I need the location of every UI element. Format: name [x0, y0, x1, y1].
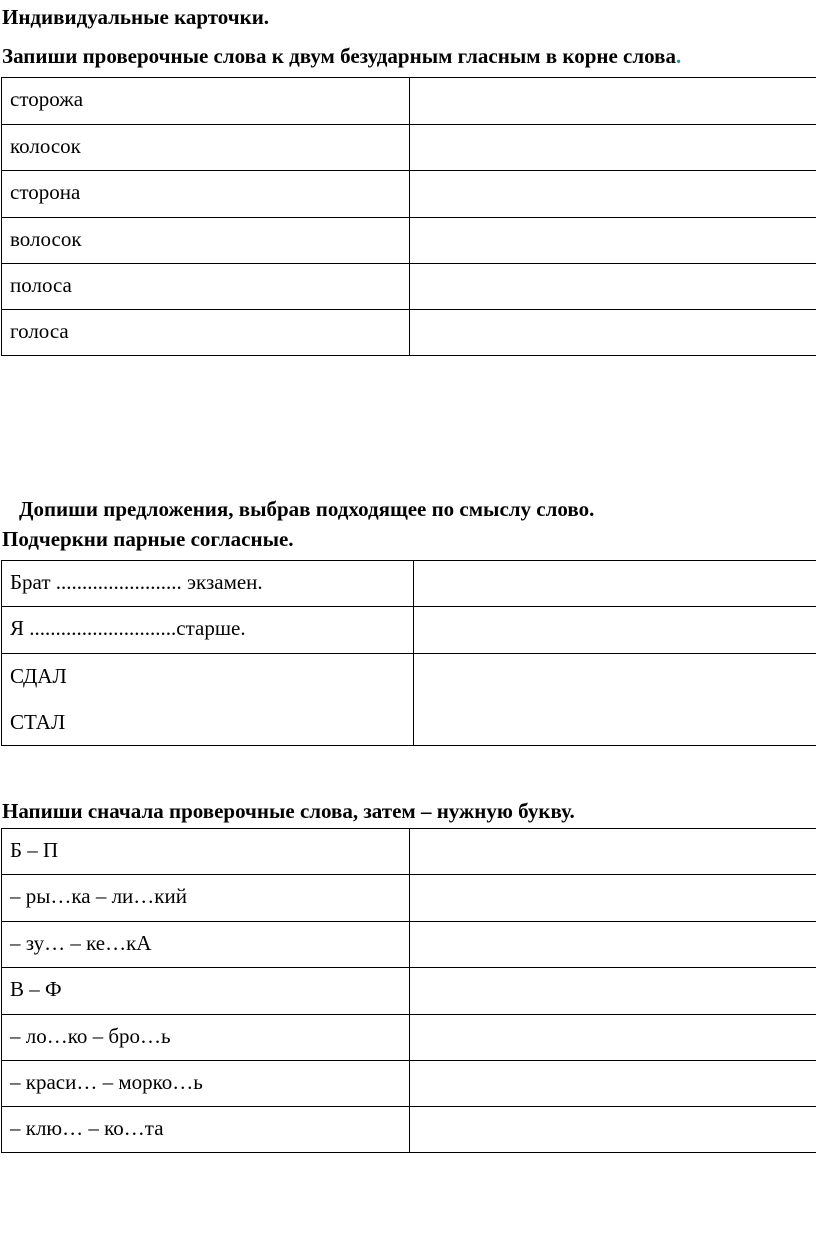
option-sdal: СДАЛ: [10, 664, 67, 688]
word-text: – ло…ко – бро…ь: [10, 1024, 171, 1048]
answer-cell[interactable]: [410, 171, 816, 218]
word-cell: [2, 875, 410, 922]
page-title: Индивидуальные карточки.: [2, 5, 270, 29]
word-cell: [2, 171, 410, 218]
word-cell: [2, 1061, 410, 1107]
task1-instruction-text: Запиши проверочные слова к двум безударным гласным в корне слова: [2, 44, 676, 68]
task2-instruction-line1: Допиши предложения, выбрав подходящее по смыслу слово.: [19, 497, 595, 521]
word-cell: [2, 310, 410, 356]
answer-cell[interactable]: [410, 1015, 816, 1061]
answer-cell[interactable]: [410, 922, 816, 968]
pair-cell: [2, 968, 410, 1015]
sentence-text: Брат ........................ экзамен.: [10, 570, 263, 594]
table-row: [2, 1061, 816, 1107]
sentence-cell: [2, 607, 414, 654]
pair-text: Б – П: [10, 838, 59, 862]
table-row: [2, 922, 816, 968]
task3-table: [1, 828, 816, 1153]
word-cell: [2, 78, 410, 125]
answer-cell[interactable]: [410, 875, 816, 922]
answer-cell[interactable]: [410, 264, 816, 310]
word-text: полоса: [10, 273, 72, 297]
table-row: [2, 310, 816, 356]
table-row: [2, 1107, 816, 1153]
word-text: волосок: [10, 227, 82, 251]
table-row: [2, 1015, 816, 1061]
pair-cell: [2, 829, 410, 875]
task2-table: [1, 560, 816, 746]
table-row: [2, 607, 816, 654]
table-row: [2, 654, 816, 746]
word-cell: [2, 218, 410, 264]
answer-cell[interactable]: [410, 78, 816, 125]
pair-text: В – Ф: [10, 977, 62, 1001]
word-cell: [2, 264, 410, 310]
options-cell: [2, 654, 414, 746]
sentence-cell: [2, 561, 414, 607]
task2-instruction-line2: Подчеркни парные согласные.: [2, 527, 294, 551]
table-row: [2, 968, 816, 1015]
word-cell: [2, 1107, 410, 1153]
task1-instruction: [2, 44, 681, 68]
word-text: – краси… – морко…ь: [10, 1070, 203, 1094]
task1-table: [1, 77, 816, 356]
answer-cell[interactable]: [414, 607, 816, 654]
table-row: [2, 264, 816, 310]
table-row: [2, 561, 816, 607]
word-cell: [2, 922, 410, 968]
table-row: [2, 829, 816, 875]
word-cell: [2, 1015, 410, 1061]
answer-cell[interactable]: [410, 1107, 816, 1153]
table-row: [2, 171, 816, 218]
answer-cell[interactable]: [410, 1061, 816, 1107]
answer-cell[interactable]: [410, 125, 816, 171]
word-cell: [2, 125, 410, 171]
word-text: – зу… – ке…кА: [10, 931, 152, 955]
answer-cell[interactable]: [414, 654, 816, 746]
task3-instruction: Напиши сначала проверочные слова, затем – нужную букву.: [2, 799, 575, 823]
word-text: – клю… – ко…та: [10, 1116, 164, 1140]
answer-cell[interactable]: [410, 829, 816, 875]
task1-instruction-period: .: [675, 44, 682, 68]
word-text: – ры…ка – ли…кий: [10, 884, 187, 908]
table-row: [2, 78, 816, 125]
table-row: [2, 218, 816, 264]
word-text: сторожа: [10, 87, 84, 111]
table-row: [2, 125, 816, 171]
word-text: голоса: [10, 319, 69, 343]
answer-cell[interactable]: [414, 561, 816, 607]
word-text: колосок: [10, 134, 81, 158]
table-row: [2, 875, 816, 922]
answer-cell[interactable]: [410, 968, 816, 1015]
option-stal: СТАЛ: [10, 710, 66, 734]
word-text: сторона: [10, 180, 81, 204]
sentence-text: Я ............................старше.: [10, 616, 246, 640]
answer-cell[interactable]: [410, 310, 816, 356]
answer-cell[interactable]: [410, 218, 816, 264]
